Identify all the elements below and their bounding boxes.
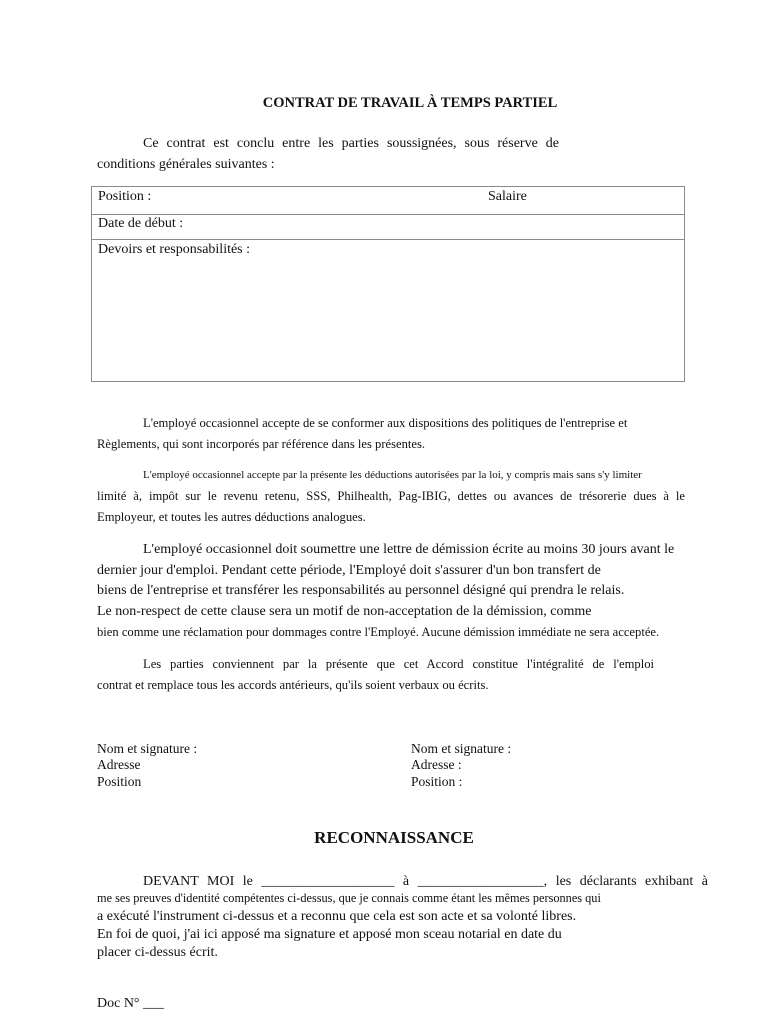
- table-row-position: [92, 187, 684, 215]
- para4-line: Les parties conviennent par la présente que cet Accord constitue l'intégralité de l'emploi: [143, 657, 654, 671]
- signature-left-name: Nom et signature :: [97, 741, 198, 756]
- para1-line: Règlements, qui sont incorporés par référence dans les présentes.: [97, 437, 426, 451]
- position-label: Position :: [98, 189, 152, 204]
- acknowledgement-title: RECONNAISSANCE: [314, 828, 474, 847]
- ack-line: me ses preuves d'identité compétentes ci-dessus, que je connais comme étant les mêmes personnes qui: [97, 891, 601, 905]
- para1-line: L'employé occasionnel accepte de se conformer aux dispositions des politiques de l'entreprise et: [143, 416, 628, 430]
- ack-line: placer ci-dessus écrit.: [97, 945, 218, 960]
- signature-left-address: Adresse: [97, 757, 141, 772]
- intro-line: conditions générales suivantes :: [97, 157, 275, 172]
- para2-line: Employeur, et toutes les autres déductions analogues.: [97, 510, 366, 524]
- para3-line: dernier jour d'emploi. Pendant cette période, l'Employé doit s'assurer d'un bon transfert de: [97, 563, 601, 578]
- table-row-start-date: [92, 214, 684, 240]
- para3-line: Le non-respect de cette clause sera un motif de non-acceptation de la démission, comme: [97, 604, 592, 619]
- ack-line: En foi de quoi, j'ai ici apposé ma signature et apposé mon sceau notarial en date du: [97, 927, 562, 942]
- duties-label: Devoirs et responsabilités :: [98, 242, 251, 257]
- intro-line: Ce contrat est conclu entre les parties soussignées, sous réserve de: [143, 136, 559, 151]
- para4-line: contrat et remplace tous les accords antérieurs, qu'ils soient verbaux ou écrits.: [97, 678, 489, 692]
- para4-line-wrap: [143, 657, 654, 672]
- ack-line: a exécuté l'instrument ci-dessus et a reconnu que cela est son acte et sa volonté libres.: [97, 909, 577, 924]
- contract-terms-table: [91, 186, 685, 382]
- signature-right-position: Position :: [411, 774, 463, 789]
- ack-line-wrap: [143, 874, 708, 890]
- para2-line: L'employé occasionnel accepte par la présente les déductions autorisées par la loi, y compris mais sans s'y limiter: [143, 469, 642, 481]
- intro-paragraph: [97, 133, 559, 175]
- doc-number: Doc N° ___: [97, 996, 165, 1011]
- signature-left-position: Position: [97, 774, 142, 789]
- para3-line: biens de l'entreprise et transférer les responsabilités au personnel désigné qui prendra le relais.: [97, 583, 625, 598]
- para2-line: limité à, impôt sur le revenu retenu, SSS, Philhealth, Pag-IBIG, dettes ou avances de trésorerie dues à le: [97, 489, 685, 503]
- para3-line: bien comme une réclamation pour dommages contre l'Employé. Aucune démission immédiate ne sera acceptée.: [97, 625, 660, 639]
- ack-line: DEVANT MOI le ___________________ à __________________, les déclarants exhibant à: [143, 874, 708, 889]
- salary-label: Salaire: [488, 189, 527, 204]
- document-title: CONTRAT DE TRAVAIL À TEMPS PARTIEL: [262, 95, 558, 111]
- signature-right-address: Adresse :: [411, 757, 462, 772]
- para3-line: L'employé occasionnel doit soumettre une lettre de démission écrite au moins 30 jours avant le: [143, 542, 675, 557]
- signature-right-name: Nom et signature :: [411, 741, 512, 756]
- start-date-label: Date de début :: [98, 216, 184, 231]
- para2-line-wrap: [97, 489, 685, 504]
